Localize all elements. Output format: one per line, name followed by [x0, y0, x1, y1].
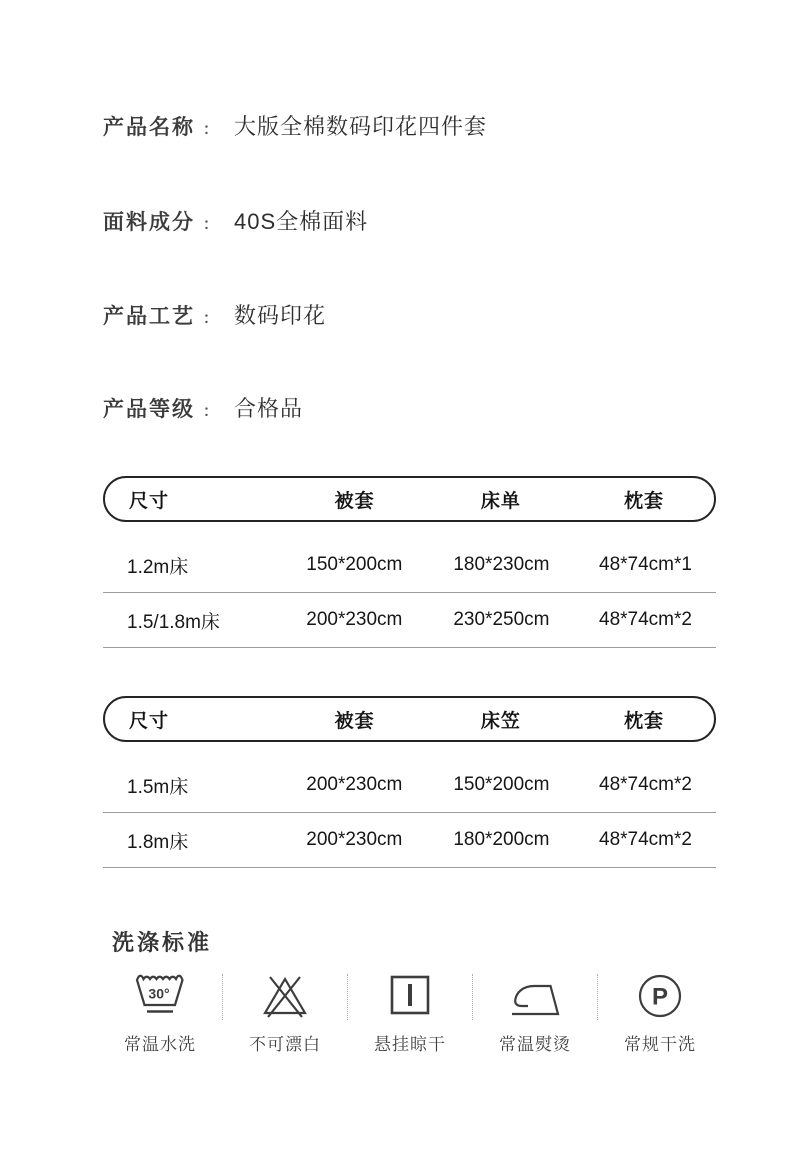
wash-item-dry-clean: [598, 970, 722, 1055]
header-cell-fitted: 床笠: [480, 710, 521, 732]
cell-pillow-size: 48*74cm*2: [599, 829, 692, 850]
header-cell-size: 尺寸: [129, 710, 170, 732]
wash-item-label: 不可漂白: [249, 1035, 321, 1054]
spec-value: 40S全棉面料: [234, 209, 369, 234]
wash-item-label: 常规干洗: [624, 1035, 696, 1054]
wash-item-label: 悬挂晾干: [374, 1035, 446, 1054]
spec-row-product-name: [103, 110, 487, 141]
spec-value: 合格品: [234, 396, 304, 421]
cell-duvet-size: 150*200cm: [306, 554, 403, 575]
size-table-header: [103, 696, 716, 742]
spec-value: 大版全棉数码印花四件套: [234, 114, 488, 139]
svg-text:30°: 30°: [148, 985, 170, 1002]
spec-row-fabric: [103, 205, 368, 236]
wash-item-no-bleach: [223, 970, 347, 1055]
size-table-flat-sheet: [103, 476, 716, 648]
header-cell-size: 尺寸: [129, 490, 170, 512]
wash-item-hang-dry: [348, 970, 472, 1055]
cell-bed-size: 1.2m床: [127, 556, 189, 578]
cell-pillow-size: 48*74cm*1: [599, 554, 692, 575]
cell-sheet-size: 230*250cm: [453, 609, 550, 630]
spec-label: 面料成分: [103, 211, 195, 234]
header-cell-duvet: 被套: [334, 710, 375, 732]
svg-text:P: P: [651, 983, 669, 1011]
dry-clean-p-icon: [636, 970, 684, 1020]
no-bleach-icon: [260, 970, 310, 1020]
wash-item-normal-wash: [98, 970, 222, 1055]
spec-colon: ：: [203, 403, 219, 420]
table-row: [103, 813, 716, 868]
spec-label: 产品名称: [103, 116, 195, 139]
cell-bed-size: 1.8m床: [127, 831, 189, 853]
iron-icon: [508, 970, 562, 1020]
hang-dry-icon: [386, 970, 434, 1020]
header-cell-pillow: 枕套: [623, 710, 664, 732]
header-cell-pillow: 枕套: [623, 490, 664, 512]
header-cell-sheet: 床单: [480, 490, 521, 512]
spec-colon: ：: [203, 121, 219, 138]
cell-sheet-size: 180*230cm: [453, 554, 550, 575]
size-table-header: [103, 476, 716, 522]
cell-bed-size: 1.5/1.8m床: [127, 611, 220, 633]
cell-fitted-size: 150*200cm: [453, 774, 550, 795]
washing-icons-row: [98, 970, 722, 1055]
spec-label: 产品等级: [103, 398, 195, 421]
cell-bed-size: 1.5m床: [127, 776, 189, 798]
cell-pillow-size: 48*74cm*2: [599, 609, 692, 630]
cell-pillow-size: 48*74cm*2: [599, 774, 692, 795]
spec-colon: ：: [203, 216, 219, 233]
wash-30-icon: [134, 970, 186, 1020]
wash-item-iron: [473, 970, 597, 1055]
wash-item-label: 常温熨烫: [499, 1035, 571, 1054]
cell-duvet-size: 200*230cm: [306, 609, 403, 630]
header-cell-duvet: 被套: [334, 490, 375, 512]
spec-colon: ：: [203, 310, 219, 327]
table-row: [103, 758, 716, 813]
wash-item-label: 常温水洗: [124, 1035, 196, 1054]
table-row: [103, 538, 716, 593]
cell-duvet-size: 200*230cm: [306, 829, 403, 850]
cell-fitted-size: 180*200cm: [453, 829, 550, 850]
spec-row-grade: [103, 392, 303, 423]
spec-label: 产品工艺: [103, 305, 195, 328]
table-row: [103, 593, 716, 648]
size-table-fitted-sheet: [103, 696, 716, 868]
cell-duvet-size: 200*230cm: [306, 774, 403, 795]
spec-value: 数码印花: [234, 303, 327, 328]
washing-standards-title: 洗涤标准: [112, 930, 213, 955]
spec-row-craft: [103, 299, 326, 330]
